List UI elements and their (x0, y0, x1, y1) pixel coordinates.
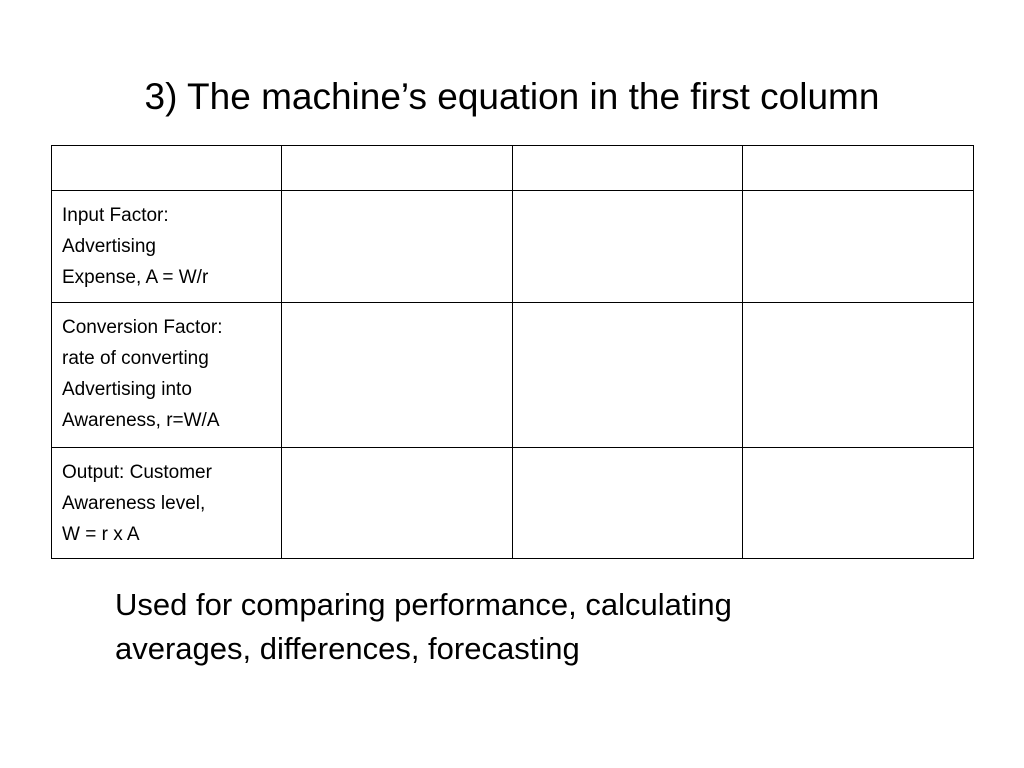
equation-table (51, 145, 974, 559)
table-cell (282, 191, 513, 303)
label-line: Input Factor: (62, 205, 169, 226)
table-cell (513, 146, 743, 191)
table-cell (743, 191, 974, 303)
table-cell (513, 191, 743, 303)
table-row-output (52, 448, 974, 559)
table-cell (513, 303, 743, 448)
table-cell (513, 448, 743, 559)
table-cell (282, 146, 513, 191)
table-cell (743, 303, 974, 448)
label-line: Conversion Factor: (62, 317, 223, 338)
label-line: Expense, A = W/r (62, 267, 209, 288)
label-line: Advertising (62, 236, 156, 257)
label-line: rate of converting (62, 348, 209, 369)
table-row-conversion-factor (52, 303, 974, 448)
table-cell (282, 303, 513, 448)
table-cell (52, 146, 282, 191)
table-cell (282, 448, 513, 559)
row-label-output (52, 448, 282, 559)
footnote-line: averages, differences, forecasting (115, 631, 580, 666)
row-label-conversion-factor (52, 303, 282, 448)
table-cell (743, 448, 974, 559)
table-cell (743, 146, 974, 191)
row-label-input-factor (52, 191, 282, 303)
label-line: Awareness level, (62, 493, 206, 514)
label-line: Output: Customer (62, 462, 212, 483)
footnote-text (115, 583, 732, 671)
slide-title: 3) The machine’s equation in the first column (144, 76, 880, 117)
label-line: Advertising into (62, 379, 192, 400)
footnote-line: Used for comparing performance, calculating (115, 587, 732, 622)
label-line: W = r x A (62, 524, 140, 545)
table-header-row (52, 146, 974, 191)
table-row-input-factor (52, 191, 974, 303)
label-line: Awareness, r=W/A (62, 410, 220, 431)
